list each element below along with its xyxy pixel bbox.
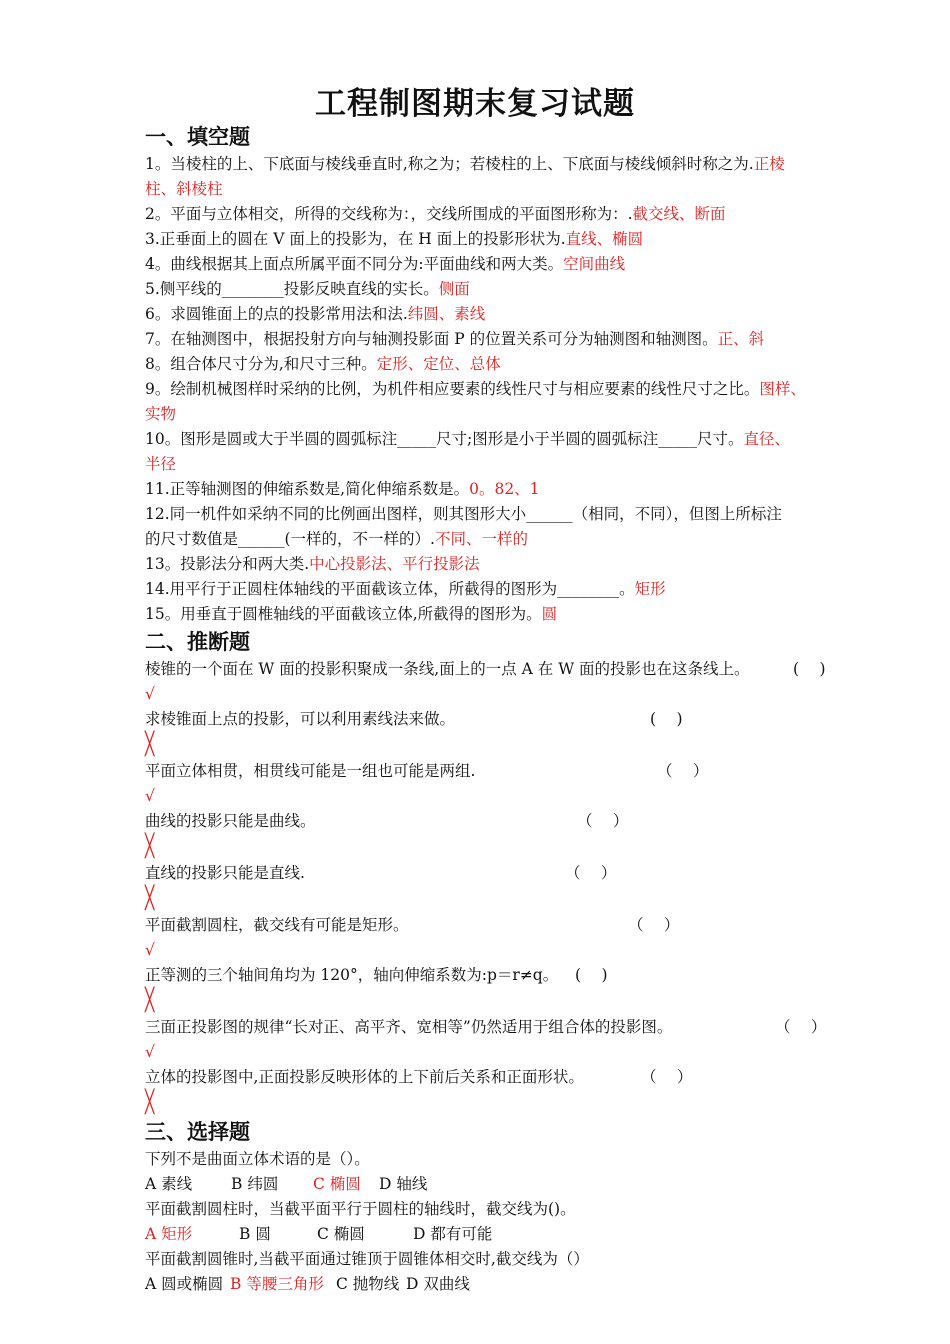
multiple-choice-list	[145, 1147, 857, 1297]
mc-option-answer: B 等腰三角形	[230, 1275, 324, 1293]
fill-in-item-15	[145, 602, 857, 627]
tf-answer-5	[145, 886, 857, 913]
document-body	[145, 122, 857, 1297]
answer-text: 定形、定位、总体	[376, 355, 501, 373]
mc-option: B 纬圆	[231, 1175, 279, 1193]
question-text: 8。组合体尺寸分为,和尺寸三种。	[145, 355, 377, 373]
question-text: 4。曲线根据其上面点所属平面不同分为:平面曲线和两大类。	[145, 255, 564, 273]
mc-options-2	[145, 1222, 857, 1247]
tf-answer-1: √	[145, 685, 155, 703]
question-text: 9。绘制机械图样时采纳的比例，为机件相应要素的线性尺寸与相应要素的线性尺寸之比。	[145, 380, 760, 398]
tf-item-1	[145, 657, 857, 682]
mc-option-answer: A 矩形	[145, 1225, 193, 1243]
answer-parentheses: ( )	[575, 966, 608, 984]
fill-in-item-13	[145, 552, 857, 577]
cross-mark: ╳	[145, 1090, 155, 1115]
cross-mark: ╳	[145, 886, 155, 911]
answer-parentheses: （ ）	[657, 762, 709, 780]
mc-option: C 椭圆	[317, 1225, 365, 1243]
true-false-list	[145, 657, 857, 1117]
question-text: 14.用平行于正圆柱体轴线的平面截该立体，所截得的图形为________。	[145, 580, 635, 598]
fill-in-item-7	[145, 327, 857, 352]
fill-in-item-9-cont: 实物	[145, 405, 177, 423]
answer-parentheses: （ ）	[628, 916, 680, 934]
mc-options-3	[145, 1272, 857, 1297]
fill-in-item-14	[145, 577, 857, 602]
answer-text: 不同、一样的	[434, 530, 528, 548]
answer-text: 矩形	[634, 580, 666, 598]
tf-answer-8: √	[145, 1043, 155, 1061]
section-heading-true-false: 二、推断题	[145, 630, 250, 654]
question-text: 直线的投影只能是直线.	[145, 864, 305, 882]
fill-in-item-3	[145, 227, 857, 252]
tf-answer-6: √	[145, 941, 155, 959]
tf-item-9	[145, 1065, 857, 1090]
question-text: 3.正垂面上的圆在 V 面上的投影为，在 H 面上的投影形状为.	[145, 230, 566, 248]
mc-option: A 圆或椭圆	[145, 1275, 224, 1293]
mc-question-2: 平面截割圆柱时，当截平面平行于圆柱的轴线时，截交线为()。	[145, 1200, 576, 1218]
fill-in-item-1-cont: 柱、斜棱柱	[145, 180, 223, 198]
question-text: 三面正投影图的规律“长对正、高平齐、宽相等”仍然适用于组合体的投影图。	[145, 1018, 673, 1036]
section-heading-multiple-choice: 三、选择题	[145, 1120, 250, 1144]
answer-parentheses: （ ）	[565, 864, 617, 882]
question-text: 正等测的三个轴间角均为 120°，轴向伸缩系数为:p＝r≠q。	[145, 966, 559, 984]
mc-option: D 轴线	[379, 1175, 428, 1193]
fill-in-item-8	[145, 352, 857, 377]
question-text: 立体的投影图中,正面投影反映形体的上下前后关系和正面形状。	[145, 1068, 584, 1086]
fill-in-item-5	[145, 277, 857, 302]
question-text: 10。图形是圆或大于半圆的圆弧标注_____尺寸;图形是小于半圆的圆弧标注_____尺寸。	[145, 430, 744, 448]
mc-question-3: 平面截割圆锥时,当截平面通过锥顶于圆锥体相交时,截交线为（）	[145, 1250, 589, 1268]
mc-option-answer: C 椭圆	[313, 1175, 361, 1193]
question-text: 1。当棱柱的上、下底面与棱线垂直时,称之为；若棱柱的上、下底面与棱线倾斜时称之为.	[145, 155, 754, 173]
mc-option: B 圆	[239, 1225, 271, 1243]
question-text: 平面截割圆柱，截交线有可能是矩形。	[145, 916, 409, 934]
tf-item-7	[145, 963, 857, 988]
fill-in-item-1	[145, 152, 857, 177]
answer-text: 直线、椭圆	[565, 230, 644, 248]
tf-answer-2	[145, 732, 857, 759]
mc-option: D 双曲线	[406, 1275, 470, 1293]
cross-mark: ╳	[145, 834, 155, 859]
fill-in-item-10-cont: 半径	[145, 455, 177, 473]
mc-option: D 都有可能	[413, 1225, 493, 1243]
tf-answer-4	[145, 834, 857, 861]
tf-item-6	[145, 913, 857, 938]
fill-in-list	[145, 152, 857, 627]
fill-in-item-11	[145, 477, 857, 502]
fill-in-item-10	[145, 427, 857, 452]
question-text: 6。求圆锥面上的点的投影常用法和法.	[145, 305, 408, 323]
tf-answer-9	[145, 1090, 857, 1117]
answer-parentheses: （ ）	[775, 1018, 827, 1036]
mc-option: A 素线	[145, 1175, 193, 1193]
question-text: 曲线的投影只能是曲线。	[145, 812, 316, 830]
answer-text: 正棱	[753, 155, 785, 173]
mc-question-1: 下列不是曲面立体术语的是（）。	[145, 1150, 370, 1168]
answer-text: 直径、	[743, 430, 790, 448]
answer-parentheses: ( )	[650, 710, 683, 728]
section-heading-fill-in: 一、填空题	[145, 125, 250, 149]
fill-in-item-4	[145, 252, 857, 277]
cross-mark: ╳	[145, 988, 155, 1013]
fill-in-item-9	[145, 377, 857, 402]
answer-text: 空间曲线	[563, 255, 626, 273]
question-text: 13。投影法分和两大类.	[145, 555, 310, 573]
page-title: 工程制图期末复习试题	[315, 86, 635, 122]
answer-text: 中心投影法、平行投影法	[309, 555, 480, 573]
answer-parentheses: （ ）	[577, 812, 629, 830]
tf-item-3	[145, 759, 857, 784]
answer-parentheses: ( )	[793, 660, 826, 678]
question-text: 平面立体相贯，相贯线可能是一组也可能是两组.	[145, 762, 476, 780]
tf-item-2	[145, 707, 857, 732]
answer-text: 侧面	[438, 280, 470, 298]
tf-answer-7	[145, 988, 857, 1015]
mc-options-1	[145, 1172, 857, 1197]
cross-mark: ╳	[145, 732, 155, 757]
question-text: 5.侧平线的________投影反映直线的实长。	[145, 280, 439, 298]
answer-text: 正、斜	[717, 330, 765, 348]
tf-answer-3: √	[145, 787, 155, 805]
fill-in-item-2	[145, 202, 857, 227]
answer-text: 图样、	[759, 380, 806, 398]
question-text: 2。平面与立体相交，所得的交线称为：，交线所围成的平面图形称为：.	[145, 205, 633, 223]
answer-text: 截交线、断面	[632, 205, 726, 223]
answer-text: 圆	[541, 605, 558, 623]
answer-text: 0。82、1	[469, 480, 540, 498]
question-text: 15。用垂直于圆椎轴线的平面截该立体,所截得的图形为。	[145, 605, 542, 623]
question-text: 棱锥的一个面在 W 面的投影积聚成一条线,面上的一点 A 在 W 面的投影也在这条线上。	[145, 660, 750, 678]
answer-text: 纬圆、素线	[407, 305, 486, 323]
answer-parentheses: （ ）	[641, 1068, 693, 1086]
fill-in-item-12: 12.同一机件如采纳不同的比例画出图样，则其图形大小______（相同，不同），但图上所标注	[145, 505, 782, 523]
question-text: 求棱锥面上点的投影，可以利用素线法来做。	[145, 710, 456, 728]
fill-in-item-12-cont	[145, 527, 857, 552]
mc-option: C 抛物线	[336, 1275, 400, 1293]
question-text: 11.正等轴测图的伸缩系数是,简化伸缩系数是。	[145, 480, 470, 498]
tf-item-5	[145, 861, 857, 886]
question-text: 7。在轴测图中，根据投射方向与轴测投影面 P 的位置关系可分为轴测图和轴测图。	[145, 330, 718, 348]
fill-in-item-6	[145, 302, 857, 327]
tf-item-4	[145, 809, 857, 834]
question-text: 的尺寸数值是______(一样的，不一样的）.	[145, 530, 435, 548]
tf-item-8	[145, 1015, 857, 1040]
